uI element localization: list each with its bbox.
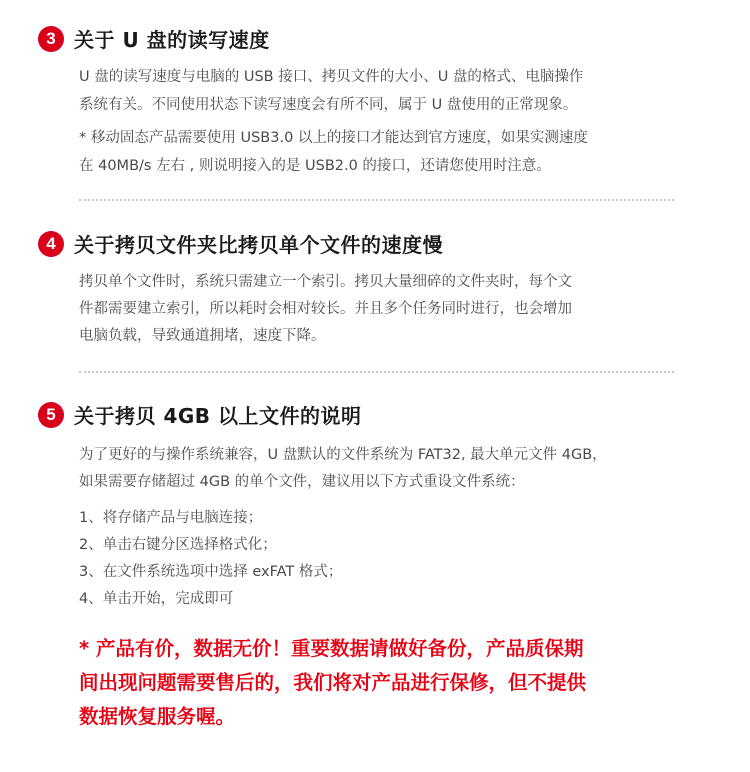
section-4-line-1: 拷贝单个文件时，系统只需建立一个索引。拷贝大量细碎的文件夹时，每个文 (79, 274, 572, 290)
section-number-badge: 3 (38, 26, 64, 52)
section-5-line-1: 为了更好的与操作系统兼容，U 盘默认的文件系统为 FAT32, 最大单元文件 4GB， (79, 447, 607, 463)
section-title: 关于 U 盘的读写速度 (74, 28, 270, 52)
section-number-badge: 5 (38, 402, 64, 428)
data-warning-notice (79, 632, 719, 734)
section-title: 关于拷贝 4GB 以上文件的说明 (74, 404, 362, 428)
section-number-badge: 4 (38, 231, 64, 257)
section-5-step-1: 1、将存储产品与电脑连接； (79, 510, 263, 526)
section-5-heading (38, 400, 362, 429)
section-4-line-3: 电脑负载，导致通道拥堵，速度下降。 (79, 328, 326, 344)
section-4-line-2: 件都需要建立索引，所以耗时会相对较长。并且多个任务同时进行，也会增加 (79, 301, 572, 317)
section-3-line-1: U 盘的读写速度与电脑的 USB 接口、拷贝文件的大小、U 盘的格式、电脑操作 (79, 69, 584, 85)
section-4-heading (38, 229, 443, 258)
section-3-heading (38, 24, 270, 53)
section-3-line-2: 系统有关。不同使用状态下读写速度会有所不同，属于 U 盘使用的正常现象。 (79, 97, 578, 113)
section-5-step-3: 3、在文件系统选项中选择 exFAT 格式； (79, 564, 343, 580)
section-5-step-4: 4、单击开始，完成即可 (79, 591, 234, 607)
warning-line-3: 数据恢复服务喔。 (79, 705, 236, 728)
section-divider (79, 199, 674, 201)
warning-line-1: * 产品有价，数据无价！重要数据请做好备份，产品质保期 (79, 637, 584, 660)
section-title: 关于拷贝文件夹比拷贝单个文件的速度慢 (74, 233, 443, 257)
warning-line-2: 间出现问题需要售后的，我们将对产品进行保修，但不提供 (79, 671, 587, 694)
section-3-note-line-2: 在 40MB/s 左右 , 则说明接入的是 USB2.0 的接口，还请您使用时注意。 (79, 158, 551, 174)
section-5-step-2: 2、单击右键分区选择格式化； (79, 537, 277, 553)
section-5-line-2: 如果需要存储超过 4GB 的单个文件，建议用以下方式重设文件系统： (79, 474, 525, 490)
section-divider (79, 371, 674, 373)
section-3-note-line-1: * 移动固态产品需要使用 USB3.0 以上的接口才能达到官方速度，如果实测速度 (79, 130, 588, 146)
